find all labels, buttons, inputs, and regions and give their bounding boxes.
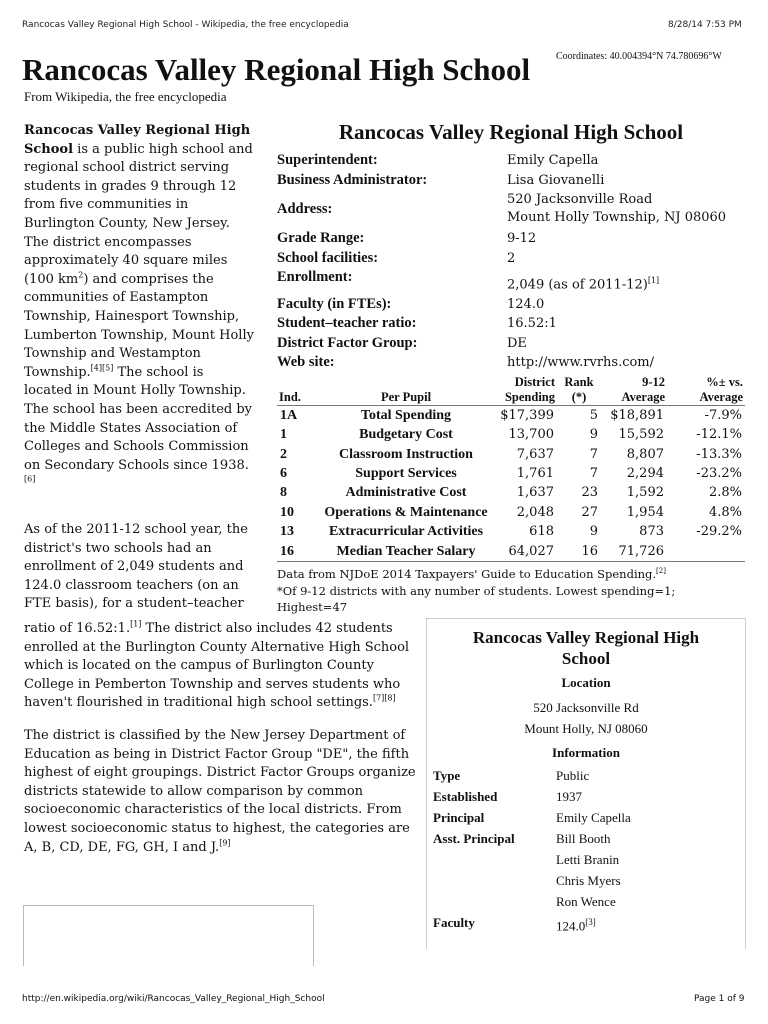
lead-paragraph [24, 122, 254, 494]
citation-3[interactable]: [3] [585, 917, 596, 927]
spending-cell: 8,807 [626, 446, 664, 462]
spending-cell: 16 [277, 542, 319, 562]
spending-cell: -12.1% [696, 427, 742, 443]
spending-cell: 2,294 [626, 466, 664, 482]
spending-cell [667, 542, 745, 562]
location-address-1: 520 Jacksonville Rd [533, 700, 639, 715]
infobox-row-dfg: District Factor Group: DE [277, 334, 527, 351]
spending-cell: 618 [529, 524, 554, 540]
citation-1[interactable]: [1] [130, 619, 142, 629]
spending-cell: 6 [280, 466, 287, 482]
infobox-row-ratio: Student–teacher ratio: 16.52:1 [277, 315, 557, 332]
lead-text-3: The school is located in Mount Holly Township. The school has been accredited by the Middle States Association of Colleges and Schools Commission on Secondary Schools since 1938. [24, 364, 253, 473]
spending-cell: 7,637 [516, 446, 554, 462]
spending-cell: 27 [581, 504, 598, 520]
spending-cell: Support Services [355, 466, 457, 482]
spending-note-source: Data from NJDoE 2014 Taxpayers' Guide to Education Spending.[2] [277, 566, 666, 581]
col-rank: Rank (*) [564, 374, 594, 404]
spending-cell: Median Teacher Salary [319, 542, 493, 562]
spending-row [277, 522, 745, 541]
spending-cell: Budgetary Cost [359, 427, 453, 443]
infobox-row-faculty: Faculty (in FTEs): 124.0 [277, 295, 545, 312]
enrollment-text-2: ratio of 16.52:1. [24, 621, 131, 636]
spending-cell: -29.2% [696, 524, 742, 540]
print-header-datetime: 8/28/14 7:53 PM [668, 20, 742, 30]
citation-9[interactable]: [9] [219, 838, 231, 848]
spending-table-body [277, 405, 745, 561]
coordinates-link[interactable]: Coordinates: 40.004394°N 74.780696°W [556, 51, 722, 62]
article-body-wide [24, 620, 416, 871]
information-heading: Information [552, 745, 620, 760]
infobox-row-superintendent: Superintendent: Emily Capella [277, 152, 599, 168]
dfg-paragraph: The district is classified by the New Jersey Department of Education as being in District Factor Group "DE", the fifth highest of eight groupings. District Factor Groups organize districts statewide to allow comparison by common socioeconomic characteristics of the local districts. From lowest socioeconomic status to highest, the categories are A, B, CD, DE, FG, GH, I and J. [24, 727, 416, 855]
spending-row [277, 425, 745, 444]
infobox-title: Rancocas Valley Regional High School [338, 120, 684, 144]
school-infobox [426, 618, 746, 949]
citation-6[interactable]: [6] [24, 474, 36, 484]
spending-cell: 2.8% [708, 485, 742, 501]
spending-cell: 873 [639, 524, 664, 540]
spending-cell: 71,726 [601, 542, 667, 562]
spending-cell: 5 [557, 405, 601, 425]
lead-bold-name: Rancocas Valley Regional High School [24, 123, 251, 157]
school-type-row: Type Public [433, 768, 590, 783]
spending-cell: 13 [280, 524, 294, 540]
citation-1-infobox[interactable]: [1] [647, 276, 660, 285]
spending-cell: 8 [280, 485, 287, 501]
infobox-row-address: Address: 520 Jacksonville Road Mount Holly Township, NJ 08060 [277, 192, 727, 225]
spending-cell: Classroom Instruction [339, 446, 473, 462]
col-average: 9-12 Average [621, 374, 665, 404]
spending-cell: 4.8% [708, 504, 742, 520]
district-infobox [277, 120, 745, 615]
print-header-title: Rancocas Valley Regional High School - Wikipedia, the free encyclopedia [22, 20, 349, 30]
school-asst-principal-row: Asst. Principal Bill Booth Letti Branin Chris Myers Ron Wence [433, 831, 621, 909]
col-per-pupil: Per Pupil [380, 389, 432, 404]
spending-cell: 1,954 [626, 504, 664, 520]
enrollment-text-3: The district also includes 42 students enrolled at the Burlington County Alternative High School which is located on the campus of Burlington County College in Pemberton Township and serves students who haven't flourished in traditional high school settings. [24, 621, 410, 711]
location-address-2: Mount Holly, NJ 08060 [524, 721, 648, 736]
spending-cell: 10 [280, 504, 294, 520]
km-superscript: 2 [78, 270, 84, 280]
location-heading: Location [561, 675, 611, 690]
school-principal-row: Principal Emily Capella [433, 810, 631, 825]
school-established-row: Established 1937 [433, 789, 582, 804]
website-link[interactable]: http://www.rvrhs.com/ [507, 355, 655, 371]
spending-cell: 9 [589, 427, 598, 443]
spending-row [277, 483, 745, 502]
enrollment-text-1: As of the 2011-12 school year, the district's two schools had an enrollment of 2,049 students and 124.0 classroom teachers (on an FTE basis), for a student–teacher [24, 522, 248, 612]
spending-row [277, 542, 745, 562]
spending-cell: Extracurricular Activities [328, 524, 484, 540]
spending-cell: Total Spending [319, 405, 493, 425]
infobox-row-website: Web site: http://www.rvrhs.com/ [277, 353, 745, 373]
spending-cell: 1,592 [626, 485, 664, 501]
spending-cell: -7.9% [667, 405, 745, 425]
page-subtitle: From Wikipedia, the free encyclopedia [24, 89, 227, 104]
spending-cell: 15,592 [618, 427, 664, 443]
col-pct-vs-average: %± vs. Average [699, 374, 743, 404]
spending-row [277, 445, 745, 464]
infobox-row-enrollment: Enrollment: 2,049 (as of 2011-12)[1] [277, 269, 660, 293]
school-faculty-row: Faculty 124.0[3] [433, 915, 596, 934]
print-footer-url[interactable]: http://en.wikipedia.org/wiki/Rancocas_Valley_Regional_High_School [22, 994, 325, 1004]
spending-cell: 9 [589, 524, 598, 540]
spending-cell: 23 [581, 485, 598, 501]
spending-row [277, 405, 745, 425]
spending-row [277, 503, 745, 522]
spending-cell: 2 [280, 446, 287, 462]
spending-row [277, 464, 745, 483]
lead-text-1: is a public high school and regional school district serving students in grades 9 through 12 from five communities in Burlington County, New Jersey. The district encompasses approximately 40 square miles (100 km [24, 141, 253, 287]
col-ind: Ind. [279, 389, 301, 404]
spending-cell: Operations & Maintenance [324, 504, 488, 520]
citation-4-5[interactable]: [4][5] [90, 363, 114, 373]
spending-cell: Administrative Cost [345, 485, 467, 501]
spending-cell: -13.3% [696, 446, 742, 462]
lead-text-2: ) and comprises the communities of Eastampton Township, Hainesport Township, Lumberton Township, Mount Holly Township and Westampton Township. [24, 271, 254, 380]
image-frame [23, 905, 314, 966]
infobox-row-business-admin: Business Administrator: Lisa Giovanelli [277, 171, 605, 188]
col-district-spending: District Spending [504, 374, 555, 404]
school-infobox-title: Rancocas Valley Regional High School [472, 628, 700, 668]
spending-cell: -23.2% [696, 466, 742, 482]
spending-cell: 2,048 [516, 504, 554, 520]
spending-cell: 1,761 [516, 466, 554, 482]
infobox-row-grade-range: Grade Range: 9-12 [277, 230, 537, 246]
spending-note-rank: *Of 9-12 districts with any number of students. Lowest spending=1; Highest=47 [277, 583, 676, 614]
spending-cell: 7 [589, 446, 598, 462]
spending-table [277, 375, 745, 562]
spending-cell: 1 [280, 427, 287, 443]
page-title: Rancocas Valley Regional High School [22, 52, 531, 87]
spending-cell: 64,027 [493, 542, 557, 562]
spending-header-row [277, 375, 745, 406]
citation-2[interactable]: [2] [656, 567, 666, 576]
infobox-row-facilities: School facilities: 2 [277, 249, 516, 266]
print-footer-page: Page 1 of 9 [694, 994, 745, 1004]
spending-cell: 7 [589, 466, 598, 482]
spending-cell: 13,700 [508, 427, 554, 443]
enrollment-paragraph-start [24, 521, 254, 614]
spending-cell: 16 [557, 542, 601, 562]
spending-cell: 1A [277, 405, 319, 425]
spending-cell: $18,891 [601, 405, 667, 425]
spending-cell: $17,399 [493, 405, 557, 425]
spending-cell: 1,637 [516, 485, 554, 501]
citation-7-8[interactable]: [7][8] [372, 694, 396, 704]
